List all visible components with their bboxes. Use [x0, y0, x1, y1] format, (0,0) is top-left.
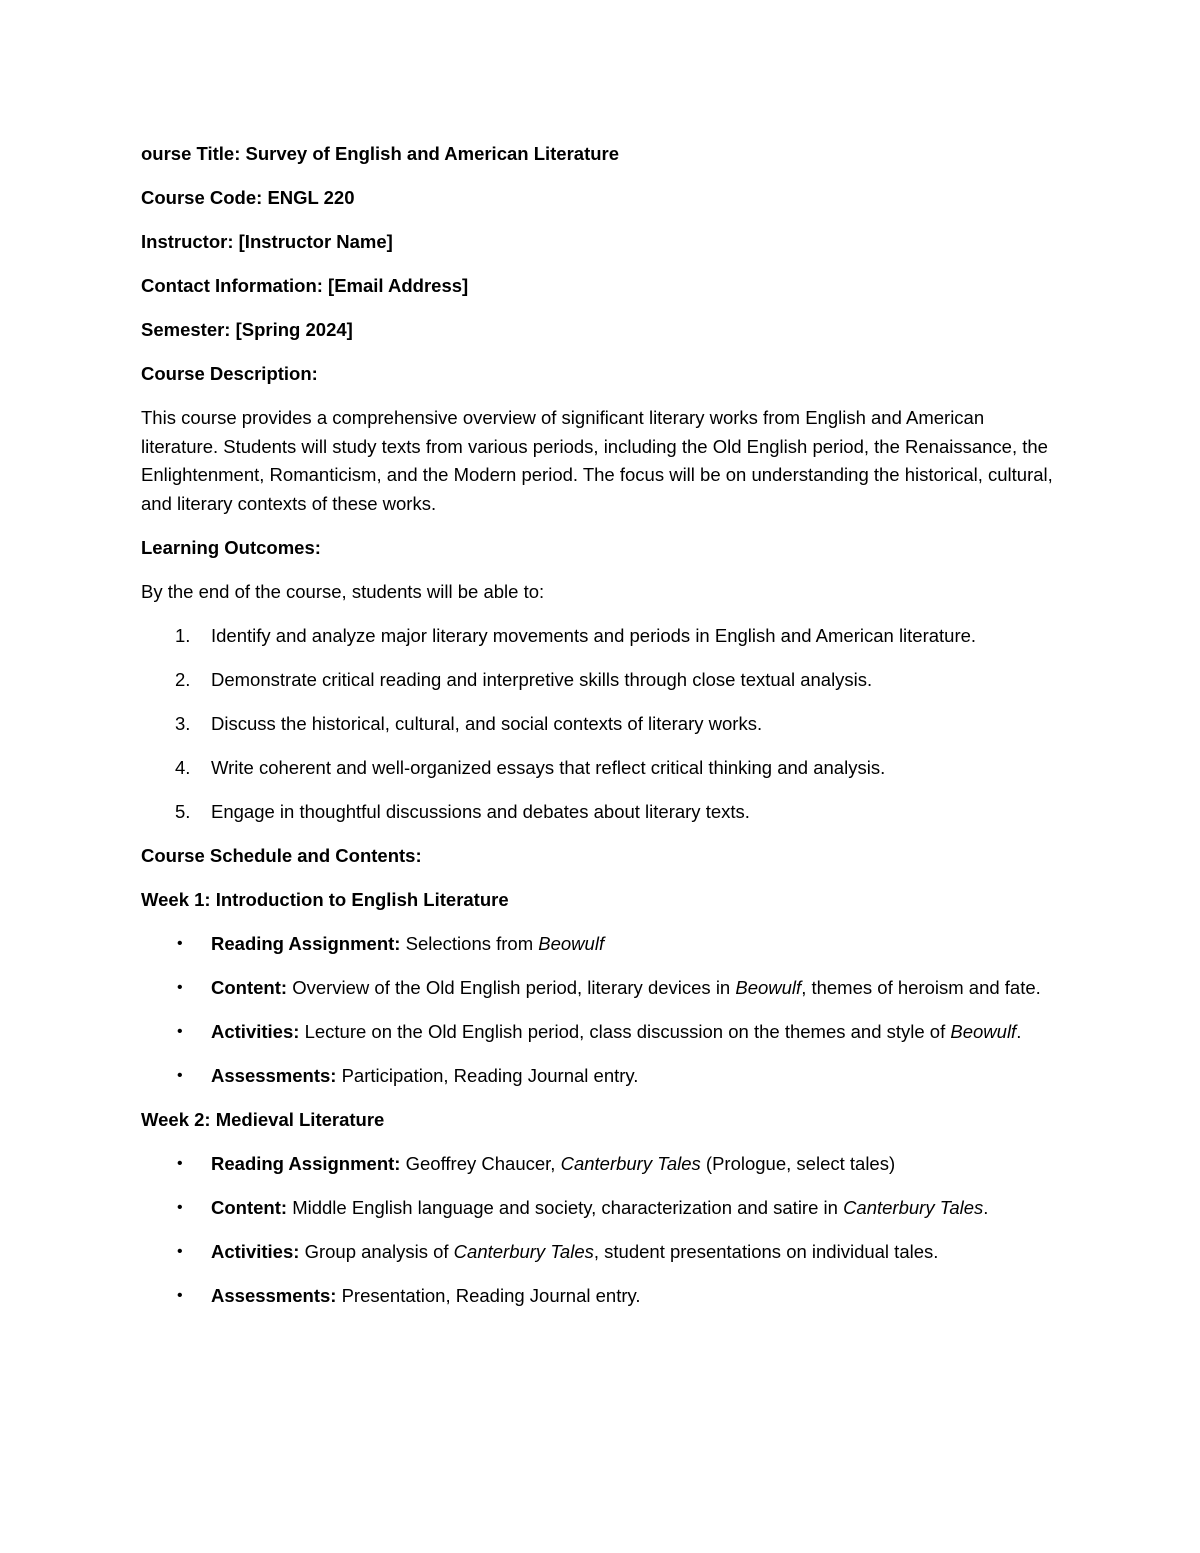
contact-value: [Email Address] — [328, 275, 469, 296]
schedule-heading: Course Schedule and Contents: — [141, 844, 422, 866]
course-title-label: ourse Title: — [141, 143, 241, 164]
content-work: Canterbury Tales — [843, 1196, 984, 1218]
bullet-icon: • — [177, 1286, 183, 1304]
content-text: Middle English language and society, characterization and satire in — [292, 1196, 838, 1218]
bullet-icon: • — [177, 1242, 183, 1260]
activities-text: Lecture on the Old English period, class discussion on the themes and style of — [304, 1020, 946, 1042]
semester-value: [Spring 2024] — [235, 319, 353, 340]
bullet-icon: • — [177, 934, 183, 952]
outcomes-list — [141, 622, 1061, 827]
list-number: 2. — [175, 668, 191, 690]
activities-text-end: . — [1016, 1020, 1022, 1042]
instructor-value: [Instructor Name] — [238, 231, 393, 252]
week-2-title: Week 2: Medieval Literature — [141, 1108, 385, 1130]
list-item — [141, 1238, 1061, 1267]
assessments-text: Presentation, Reading Journal entry. — [341, 1284, 641, 1306]
bullet-icon: • — [177, 1022, 183, 1040]
course-code-label: Course Code: — [141, 187, 263, 208]
course-title-line — [141, 140, 1061, 169]
list-item — [141, 1018, 1061, 1047]
assessments-label: Assessments: — [211, 1064, 337, 1086]
content-text: Overview of the Old English period, literary devices in — [292, 976, 731, 998]
reading-text: Geoffrey Chaucer, — [405, 1152, 556, 1174]
content-work: Beowulf — [735, 976, 802, 998]
list-item — [141, 710, 1061, 739]
reading-label: Reading Assignment: — [211, 1152, 401, 1174]
list-item-text: Demonstrate critical reading and interpretive skills through close textual analysis. — [211, 668, 873, 690]
list-item — [141, 1282, 1061, 1311]
list-item — [141, 1150, 1061, 1179]
list-item — [141, 1062, 1061, 1091]
list-item-text: Identify and analyze major literary movements and periods in English and American literature. — [211, 624, 977, 646]
list-item — [141, 974, 1061, 1003]
semester-label: Semester: — [141, 319, 231, 340]
week-1-list — [141, 930, 1061, 1091]
reading-text-end: (Prologue, select tales) — [705, 1152, 896, 1174]
bullet-icon: • — [177, 1066, 183, 1084]
reading-work: Beowulf — [538, 932, 605, 954]
bullet-icon: • — [177, 978, 183, 996]
activities-work: Canterbury Tales — [453, 1240, 594, 1262]
list-item — [141, 622, 1061, 651]
assessments-text: Participation, Reading Journal entry. — [341, 1064, 639, 1086]
list-item — [141, 798, 1061, 827]
activities-work: Beowulf — [950, 1020, 1017, 1042]
semester-line — [141, 316, 1061, 345]
outcomes-intro: By the end of the course, students will be able to: — [141, 580, 545, 602]
list-item-text: Discuss the historical, cultural, and social contexts of literary works. — [211, 712, 763, 734]
bullet-icon: • — [177, 1198, 183, 1216]
contact-label: Contact Information: — [141, 275, 323, 296]
week-2-list — [141, 1150, 1061, 1311]
list-item — [141, 754, 1061, 783]
course-code-line — [141, 184, 1061, 213]
content-text-end: . — [983, 1196, 989, 1218]
list-item — [141, 930, 1061, 959]
description-heading: Course Description: — [141, 363, 318, 384]
list-number: 1. — [175, 624, 191, 646]
activities-text-end: , student presentations on individual tales. — [593, 1240, 939, 1262]
activities-label: Activities: — [211, 1240, 300, 1262]
list-item-text: Write coherent and well-organized essays that reflect critical thinking and analysis. — [211, 756, 886, 778]
assessments-label: Assessments: — [211, 1284, 337, 1306]
activities-label: Activities: — [211, 1020, 300, 1042]
instructor-line — [141, 228, 1061, 257]
document-page — [141, 140, 1061, 1326]
activities-text: Group analysis of — [304, 1240, 449, 1262]
bullet-icon: • — [177, 1154, 183, 1172]
list-number: 3. — [175, 712, 191, 734]
list-number: 5. — [175, 800, 191, 822]
instructor-label: Instructor: — [141, 231, 234, 252]
content-text-end: , themes of heroism and fate. — [801, 976, 1041, 998]
reading-work: Canterbury Tales — [560, 1152, 701, 1174]
content-label: Content: — [211, 1196, 288, 1218]
description-text: This course provides a comprehensive overview of significant literary works from English and American literature. Students will study texts from various periods, including the Old English period, the Renaissance, the Enlightenment, Romanticism, and the Modern period. The focus will be on understanding the historical, cultural, and literary contexts of these works. — [141, 407, 1053, 514]
reading-text: Selections from — [405, 932, 534, 954]
list-item-text: Engage in thoughtful discussions and debates about literary texts. — [211, 800, 750, 822]
contact-line — [141, 272, 1061, 301]
reading-label: Reading Assignment: — [211, 932, 401, 954]
course-code-value: ENGL 220 — [267, 187, 355, 208]
week-1-title: Week 1: Introduction to English Literature — [141, 888, 509, 910]
content-label: Content: — [211, 976, 288, 998]
list-number: 4. — [175, 756, 191, 778]
list-item — [141, 1194, 1061, 1223]
course-title-value: Survey of English and American Literature — [245, 143, 620, 164]
outcomes-heading: Learning Outcomes: — [141, 536, 321, 558]
list-item — [141, 666, 1061, 695]
